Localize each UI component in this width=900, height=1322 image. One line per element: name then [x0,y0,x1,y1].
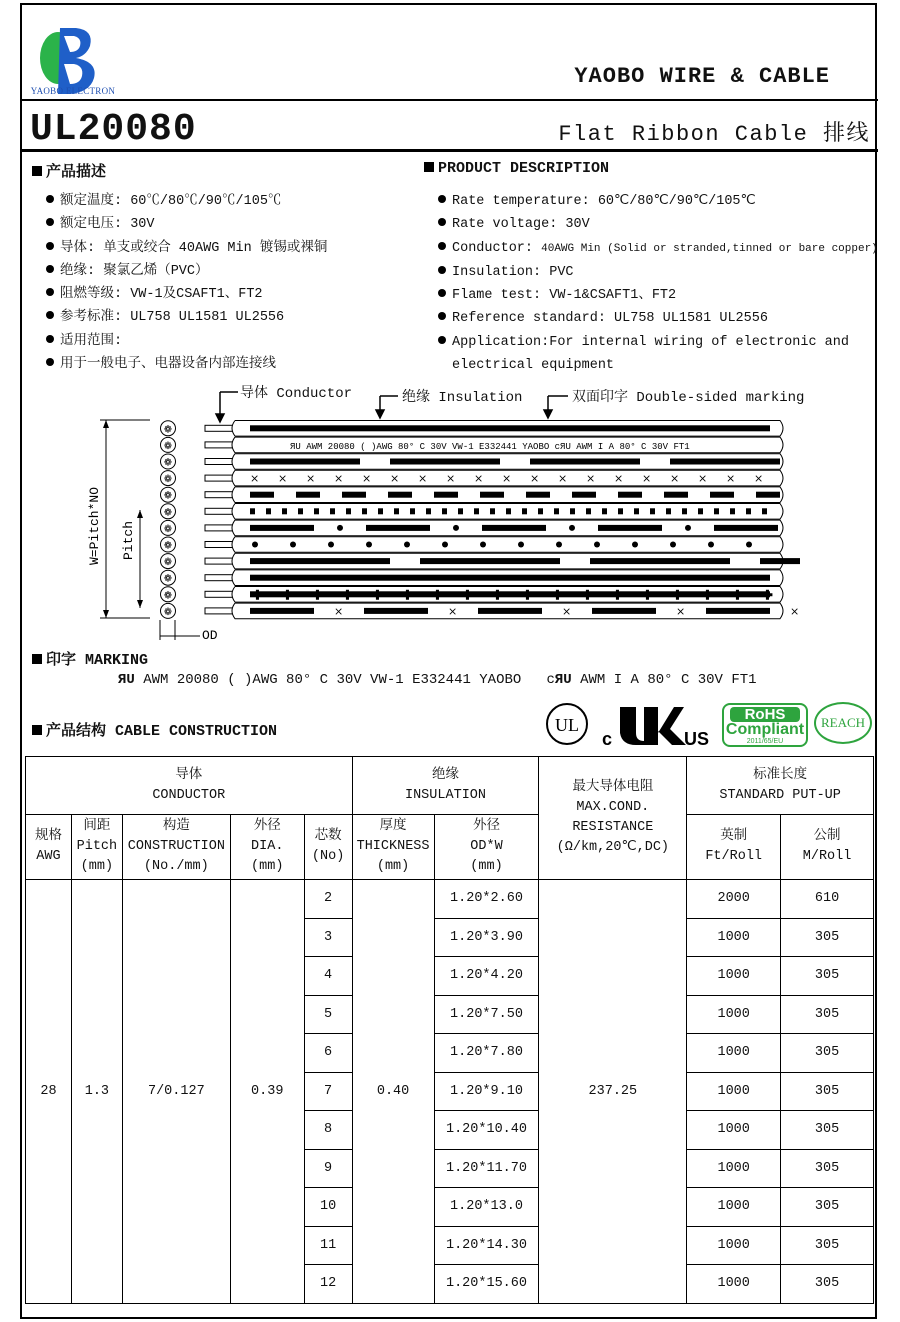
label-arrows [216,392,568,422]
header-od: 外径 OD*W (mm) [434,815,539,880]
strand-glyph: ❁ [163,457,173,469]
marking-tick [682,508,687,514]
marking-tick [474,508,479,514]
header-thickness: 厚度 THICKNESS (mm) [352,815,434,880]
cell-m: 305 [781,1265,874,1304]
marking-x: × [362,472,372,486]
print-line: ЯU AWM 20080 ( )AWG 80° C 30V VW-1 E332441 YAOBO cЯU AWM I A 80° C 30V FT1 [290,441,690,452]
cell-cores: 9 [304,1149,352,1188]
marking-x: × [530,472,540,486]
list-item: Reference standard: UL758 UL1581 UL2556 [438,307,878,330]
strand-glyph: ❁ [163,573,173,585]
list-item: 参考标准: UL758 UL1581 UL2556 [46,306,327,329]
marking-x: × [790,604,800,618]
marking-dot [685,525,691,531]
label-insulation: 绝缘 Insulation [402,390,523,406]
marking-dot [328,542,334,548]
marking-tick [522,508,527,514]
strand-glyph: ❁ [163,540,173,552]
list-item: 绝缘: 聚氯乙烯（PVC） [46,260,327,283]
cell-ft: 1000 [687,995,781,1034]
marking-x: × [676,604,686,618]
cell-od: 1.20*7.50 [434,995,539,1034]
marking-tick [746,508,751,514]
cell-ft: 1000 [687,1265,781,1304]
strand-glyph: ❁ [163,507,173,519]
header-m: 公制 M/Roll [781,815,874,880]
list-item: 额定温度: 60℃/80℃/90℃/105℃ [46,190,327,213]
cell-m: 305 [781,957,874,996]
cell-resistance: 237.25 [539,880,687,1304]
marking-dash [714,525,778,531]
cell-m: 305 [781,918,874,957]
cell-ft: 1000 [687,1072,781,1111]
cell-ft: 1000 [687,1111,781,1150]
marking-x: × [448,604,458,618]
cell-m: 305 [781,995,874,1034]
ur-icon: ЯU [554,672,572,688]
cell-pitch: 1.3 [71,880,122,1304]
cell-ft: 1000 [687,918,781,957]
divider [22,149,878,152]
cell-ft: 1000 [687,1226,781,1265]
cell-awg: 28 [26,880,72,1304]
section-title-marking: 印字 MARKING [32,648,148,669]
marking-plus: ✚ [462,588,473,604]
marking-dash [250,492,274,498]
marking-tick [698,508,703,514]
marking-dot [594,542,600,548]
marking-tick [250,508,255,514]
marking-plus: ✚ [642,588,653,604]
cell-ft: 1000 [687,1149,781,1188]
header-dia: 外径 DIA. (mm) [230,815,304,880]
marking-tick [314,508,319,514]
cell-od: 1.20*11.70 [434,1149,539,1188]
cell-od: 1.20*4.20 [434,957,539,996]
cell-od: 1.20*13.0 [434,1188,539,1227]
marking-tick [266,508,271,514]
marking-dash [710,492,734,498]
marking-x: × [558,472,568,486]
list-item: Rate voltage: 30V [438,213,878,236]
marking-x: × [474,472,484,486]
marking-plus: ✚ [372,588,383,604]
company-name: YAOBO WIRE & CABLE [574,64,830,89]
marking-dot [404,542,410,548]
cell-m: 305 [781,1226,874,1265]
list-item: Application:For internal wiring of electronic and [438,331,878,354]
marking-dot [746,542,752,548]
model-title: UL20080 [30,108,197,151]
marking-dash [756,492,780,498]
marking-plus: ✚ [702,588,713,604]
marking-tick [458,508,463,514]
marking-tick [762,508,767,514]
list-item: 用于一般电子、电器设备内部连接线 [46,353,327,376]
strand-glyph: ❁ [163,590,173,602]
cell-cores: 7 [304,1072,352,1111]
marking-tick [442,508,447,514]
marking-tick [506,508,511,514]
cell-ft: 1000 [687,1034,781,1073]
marking-dash [296,492,320,498]
marking-dash [664,492,688,498]
marking-x: × [334,472,344,486]
marking-plus: ✚ [342,588,353,604]
cell-od: 1.20*10.40 [434,1111,539,1150]
cell-m: 305 [781,1034,874,1073]
header-resistance: 最大导体电阻 MAX.COND. RESISTANCE (Ω/km,20℃,DC) [539,757,687,880]
list-item: Conductor: 40AWG Min (Solid or stranded,tinned or bare copper) [438,237,878,261]
marking-tick [282,508,287,514]
marking-dash [480,492,504,498]
strand-glyph: ❁ [163,523,173,535]
cell-od: 1.20*7.80 [434,1034,539,1073]
cell-cores: 6 [304,1034,352,1073]
marking-x: × [306,472,316,486]
cell-dia: 0.39 [230,880,304,1304]
marking-dash [390,459,500,465]
marking-bar [250,575,770,581]
section-title-cn: 产品描述 [32,160,106,181]
ul-listed-icon [545,702,590,747]
marking-x: × [562,604,572,618]
marking-dash [478,608,542,614]
marking-x: × [642,472,652,486]
marking-dash [364,608,428,614]
ur-icon: ЯU [118,672,135,688]
marking-tick [538,508,543,514]
list-item: Insulation: PVC [438,261,878,284]
cell-cores: 4 [304,957,352,996]
marking-dot [337,525,343,531]
cell-m: 305 [781,1149,874,1188]
list-item: 额定电压: 30V [46,213,327,236]
header-conductor: 导体 CONDUCTOR [26,757,353,815]
marking-tick [490,508,495,514]
svg-text:UL: UL [555,715,579,735]
marking-plus: ✚ [432,588,443,604]
marking-plus: ✚ [522,588,533,604]
cell-m: 305 [781,1188,874,1227]
svg-text:US: US [684,729,710,749]
list-item: Rate temperature: 60℃/80℃/90℃/105℃ [438,190,878,213]
strand-glyph: ❁ [163,424,173,436]
logo-text: YAOBO ELECTRON [30,86,116,96]
marking-bar [250,591,770,597]
marking-dash [434,492,458,498]
marking-x: × [390,472,400,486]
marking-dot [480,542,486,548]
marking-dash [598,525,662,531]
marking-tick [618,508,623,514]
marking-plus: ✚ [252,588,263,604]
marking-dot [290,542,296,548]
marking-x: × [418,472,428,486]
cell-construction: 7/0.127 [122,880,230,1304]
marking-plus: ✚ [402,588,413,604]
marking-dash [250,558,390,564]
marking-dash [250,459,360,465]
marking-tick [666,508,671,514]
strand-glyph: ❁ [163,474,173,486]
cell-m: 305 [781,1072,874,1111]
section-title-en: PRODUCT DESCRIPTION [424,160,609,177]
marking-plus: ✚ [312,588,323,604]
marking-tick [634,508,639,514]
list-item: 导体: 单支或绞合 40AWG Min 镀锡或裸铜 [46,237,327,260]
svg-text:c: c [602,729,613,749]
marking-dash [250,608,314,614]
strand-glyph: ❁ [163,440,173,452]
marking-dash [590,558,730,564]
header-putup: 标准长度 STANDARD PUT-UP [687,757,874,815]
marking-dot [366,542,372,548]
product-subtitle: Flat Ribbon Cable 排线 [558,122,870,147]
description-list-en [438,190,878,377]
cell-cores: 12 [304,1265,352,1304]
marking-tick [714,508,719,514]
marking-tick [554,508,559,514]
cell-ft: 1000 [687,1188,781,1227]
marking-tick [330,508,335,514]
list-item: 适用范围: [46,330,327,353]
marking-plus: ✚ [282,588,293,604]
header-cores: 芯数 (No) [304,815,352,880]
cell-od: 1.20*2.60 [434,880,539,919]
marking-dot [708,542,714,548]
marking-dot [632,542,638,548]
header-ft: 英制 Ft/Roll [687,815,781,880]
cell-thickness: 0.40 [352,880,434,1304]
cell-cores: 8 [304,1111,352,1150]
strand-glyph: ❁ [163,606,173,618]
marking-plus: ✚ [672,588,683,604]
marking-dash [760,558,800,564]
rohs-compliant-badge: RoHS Compliant 2011/65/EU [722,703,808,747]
marking-x: × [446,472,456,486]
cru-us-icon [600,703,712,749]
reach-badge: REACH [814,702,872,744]
marking-dot [556,542,562,548]
header-insulation: 绝缘 INSULATION [352,757,539,815]
marking-dash [482,525,546,531]
marking-dash [526,492,550,498]
marking-plus: ✚ [582,588,593,604]
marking-dash [366,525,430,531]
marking-dash [618,492,642,498]
marking-tick [410,508,415,514]
marking-tick [394,508,399,514]
marking-dot [442,542,448,548]
label-w: W=Pitch*NO [87,486,102,565]
table-row [26,880,874,919]
marking-x: × [250,472,260,486]
marking-plus: ✚ [612,588,623,604]
list-item: Flame test: VW-1&CSAFT1、FT2 [438,284,878,307]
marking-tick [570,508,575,514]
marking-dash [592,608,656,614]
marking-dash [342,492,366,498]
marking-plus: ✚ [732,588,743,604]
marking-tick [730,508,735,514]
header-pitch: 间距 Pitch (mm) [71,815,122,880]
marking-x: × [726,472,736,486]
marking-plus: ✚ [552,588,563,604]
cell-od: 1.20*9.10 [434,1072,539,1111]
cell-ft: 2000 [687,880,781,919]
marking-dash [250,525,314,531]
marking-dash [670,459,780,465]
marking-x: × [614,472,624,486]
marking-dash [530,459,640,465]
list-item: electrical equipment [452,358,615,374]
strand-glyph: ❁ [163,557,173,569]
marking-x: × [334,604,344,618]
section-title-construction: 产品结构 CABLE CONSTRUCTION [32,719,277,740]
header-construction: 构造 CONSTRUCTION (No./mm) [122,815,230,880]
cell-cores: 10 [304,1188,352,1227]
header-awg: 规格 AWG [26,815,72,880]
cell-m: 610 [781,880,874,919]
list-item: 阻燃等级: VW-1及CSAFT1、FT2 [46,283,327,306]
marking-dot [453,525,459,531]
marking-plus: ✚ [762,588,773,604]
cell-cores: 3 [304,918,352,957]
marking-x: × [698,472,708,486]
marking-dash [420,558,560,564]
marking-tick [602,508,607,514]
cell-m: 305 [781,1111,874,1150]
marking-dash [388,492,412,498]
cell-cores: 11 [304,1226,352,1265]
description-list-cn [46,190,327,376]
marking-tick [650,508,655,514]
marking-dot [569,525,575,531]
marking-dash [572,492,596,498]
label-pitch: Pitch [121,520,136,560]
marking-tick [346,508,351,514]
marking-plus: ✚ [492,588,503,604]
ribbon-cable-diagram [80,390,800,645]
marking-x: × [754,472,764,486]
marking-dot [670,542,676,548]
marking-x: × [502,472,512,486]
marking-x: × [278,472,288,486]
cell-ft: 1000 [687,957,781,996]
marking-dash [706,608,770,614]
marking-tick [586,508,591,514]
cell-od: 1.20*15.60 [434,1265,539,1304]
marking-x: × [586,472,596,486]
marking-dot [518,542,524,548]
insulated-wire [232,537,783,553]
cell-cores: 5 [304,995,352,1034]
marking-dot [252,542,258,548]
construction-table [25,756,874,1304]
marking-x: × [670,472,680,486]
marking-tick [298,508,303,514]
marking-tick [426,508,431,514]
marking-tick [378,508,383,514]
cell-od: 1.20*14.30 [434,1226,539,1265]
label-conductor: 导体 Conductor [240,386,353,402]
marking-tick [362,508,367,514]
label-od: OD [202,628,218,643]
marking-text: ЯU AWM 20080 ( )AWG 80° C 30V VW-1 E332441 YAOBO cЯU AWM I A 80° C 30V FT1 [118,672,757,688]
label-marking: 双面印字 Double-sided marking [572,390,805,406]
cell-cores: 2 [304,880,352,919]
strand-glyph: ❁ [163,490,173,502]
marking-bar [250,425,770,431]
divider [22,99,878,101]
cell-od: 1.20*3.90 [434,918,539,957]
